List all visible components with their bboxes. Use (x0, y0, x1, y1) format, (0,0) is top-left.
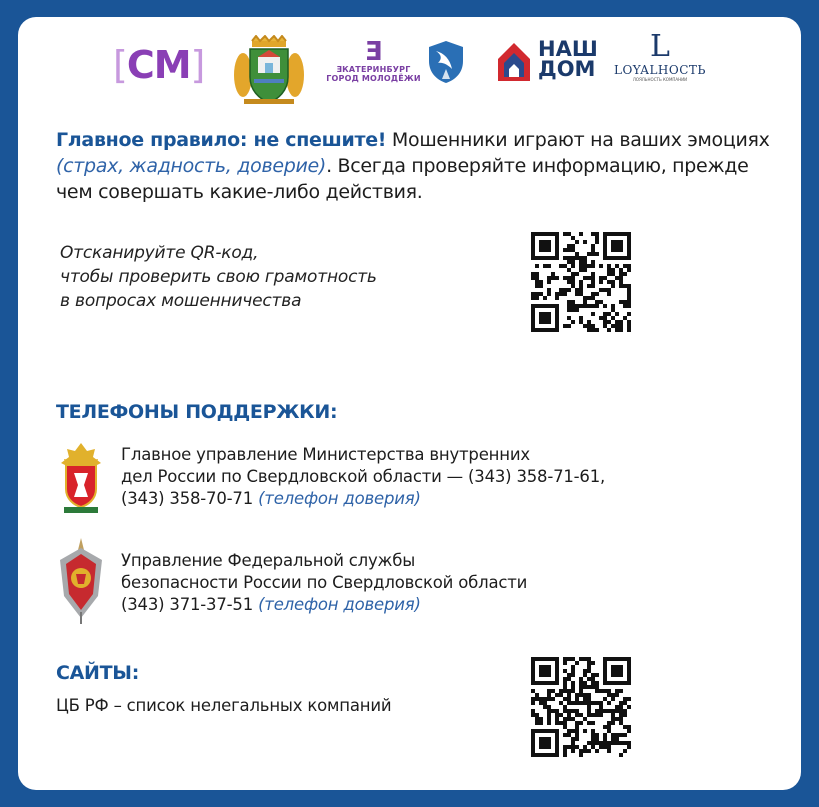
qr-code-quiz[interactable] (531, 232, 631, 336)
contact-fsb: Управление Федеральной службы безопасности России по Свердловской области (343) 371-37-51 (телефон доверия) (121, 551, 528, 614)
contact-mvd: Главное управление Министерства внутренних дел России по Свердловской области — (343) 358-71-61, (343) 358-70-71 (телефон доверия) (121, 445, 606, 508)
blue-shield-logo-icon (426, 39, 466, 89)
cbr-illegal-companies-link[interactable]: ЦБ РФ – список нелегальных компаний (56, 696, 392, 715)
loyalnost-logo: L LOYALНОСТЬ ЛОЯЛЬНОСТЬ КОМПАНИИ (613, 29, 706, 82)
poster-card (18, 17, 801, 790)
trust-line-note: (телефон доверия) (258, 595, 421, 614)
fsb-emblem-icon (56, 534, 106, 630)
sm-logo: [CM] (113, 43, 205, 87)
phone-number: (343) 358-70-71 (121, 489, 259, 508)
mvd-emblem-icon (56, 441, 106, 519)
trust-line-note: (телефон доверия) (258, 489, 421, 508)
phone-number: (343) 371-37-51 (121, 595, 259, 614)
coat-of-arms-icon (234, 35, 304, 111)
qr-code-cbr[interactable] (531, 657, 631, 761)
nash-dom-logo: НАШ ДОМ (494, 39, 534, 87)
partner-logos (18, 17, 801, 127)
sites-heading: САЙТЫ: (56, 662, 139, 684)
nash-dom-house-icon (494, 39, 534, 83)
main-rule-paragraph: Главное правило: не спешите! Мошенники играют на ваших эмоциях (страх, жадность, доверие). Всегда проверяйте информацию, прежде чем совершать какие-либо действия. (56, 129, 770, 203)
rule-heading: Главное правило: не спешите! (56, 129, 387, 151)
ekaterinburg-city-of-youth-logo: Ǝ ƎКАТЕРИНБУРГ ГОРОД МОЛОДЁЖИ (326, 37, 421, 83)
support-phones-heading: ТЕЛЕФОНЫ ПОДДЕРЖКИ: (56, 401, 338, 423)
qr-instruction: Отсканируйте QR-код, чтобы проверить свою грамотность в вопросах мошенничества (60, 243, 377, 311)
